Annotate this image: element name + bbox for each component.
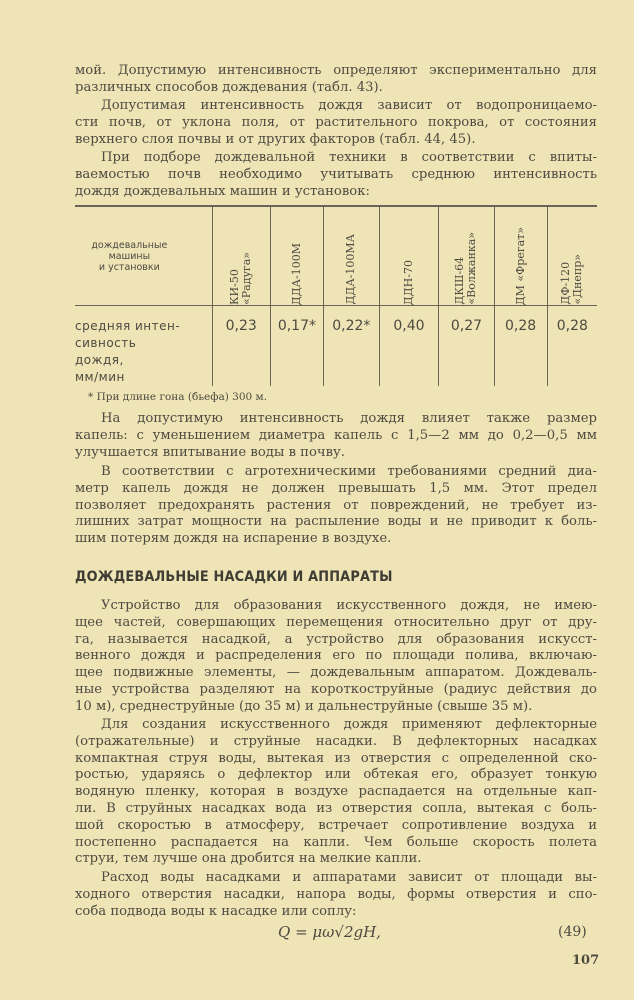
paragraph [75,598,597,716]
paragraph [75,411,597,461]
paragraph [75,717,597,868]
formula: Q = μω√2gH, [278,923,381,941]
text-line: водяную пленку, которая в воздухе распадается на отдельные кап- [75,784,597,800]
text-line: капель: с уменьшением диаметра капель с 1,5—2 мм до 0,2—0,5 мм [75,427,597,443]
text-line: позволяет предохранять растения от повреждений, не требует из- [75,497,597,513]
text-line: метр капель дождя не должен превышать 1,5 мм. Этот предел [75,480,597,496]
text-line: струи, тем лучше она дробится на мелкие капли. [75,851,422,867]
column-header: ДФ-120 «Днепр» [559,254,585,305]
column-header: КИ-50 «Радуга» [228,252,254,305]
table-cell: 0,40 [393,318,425,334]
text-line: В соответствии с агротехническими требованиями средний диа- [101,464,597,479]
text-line: Устройство для образования искусственного дождя, не имею- [101,598,597,613]
text-line: щее частей, совершающих перемещения относительно друг от дру- [75,614,597,630]
paragraph [75,63,597,97]
table-header-row [75,206,597,306]
column-header: ДДН-70 [401,259,415,305]
text-line: При подборе дождевальной техники в соответствии с впиты- [101,150,597,165]
text-line: ваемостью почв необходимо учитывать среднюю интенсивность [75,166,597,182]
text-line: соба подвода воды к насадке или соплу: [75,903,357,919]
table-cell: 0,28 [556,318,588,334]
column-header: ДМ «Фрегат» [513,226,527,305]
column-header: ДКШ-64 «Волжанка» [453,232,479,305]
paragraph [75,464,597,548]
text-line: га, называется насадкой, а устройство для образования искусст- [75,631,597,647]
text-line: компактная струя воды, вытекая из отверстия с определенной ско- [75,750,597,766]
row-label: средняя интен- сивность дождя, мм/мин [75,319,181,384]
rain-intensity-table [75,205,597,386]
text-line: лишних затрат мощности на распыление воды и не приводит к боль- [75,514,597,530]
table-cell: 0,23 [225,318,257,334]
text-line: постепенно распадается на капли. Чем больше скорость полета [75,834,597,850]
text-line: улучшается впитывание воды в почву. [75,444,346,460]
column-header: ДДА-100М [289,242,303,305]
column-header: ДДА-100МА [344,234,358,305]
text-line: На допустимую интенсивность дождя влияет также размер [101,411,597,426]
text-line: шим потерям дождя на испарение в воздухе. [75,531,392,547]
equation-number: (49) [558,924,587,940]
text-line: Расход воды насадками и аппаратами зависит от площади вы- [101,870,597,885]
text-line: 10 м), среднеструйные (до 35 м) и дальнеструйные (свыше 35 м). [75,698,533,714]
paragraph [75,150,597,200]
section-heading: ДОЖДЕВАЛЬНЫЕ НАСАДКИ И АППАРАТЫ [75,569,393,585]
text-line: ростью, ударяясь о дефлектор или обтекая его, образует тонкую [75,767,597,783]
text-line: ные устройства разделяют на короткоструйные (радиус действия до [75,681,597,697]
text-line: ходного отверстия насадки, напора воды, формы отверстия и спо- [75,886,597,902]
table-row [75,306,597,387]
text-line: сти почв, от уклона поля, от растительного покрова, от состояния [75,114,597,130]
table-cell: 0,22* [332,318,371,334]
table-cell: 0,28 [505,318,537,334]
text-line: верхнего слоя почвы и от других факторов (табл. 44, 45). [75,131,476,147]
text-line: дождя дождевальных машин и установок: [75,183,370,199]
text-line: Допустимая интенсивность дождя зависит от водопроницаемо- [101,98,597,113]
page-number: 107 [572,953,600,968]
text-line: Для создания искусственного дождя применяют дефлекторные [101,717,597,732]
table-header-label: дождевальные машины и установки [91,239,168,273]
text-line: венного дождя и распределения его по площади полива, включаю- [75,648,597,664]
text-line: щее подвижные элементы, — дождевальным аппаратом. Дождеваль- [75,665,597,681]
text-line: ли. В струйных насадках вода из отверстия сопла, вытекая с боль- [75,800,597,816]
paragraph [75,870,597,920]
table-cell: 0,27 [450,318,483,334]
table-footnote: * При длине гона (бьефа) 300 м. [88,391,268,403]
text-line: мой. Допустимую интенсивность определяют экспериментально для [75,63,597,78]
text-line: различных способов дождевания (табл. 43). [75,79,383,95]
paragraph [75,98,597,148]
table-cell: 0,17* [277,318,316,334]
text-line: (отражательные) и струйные насадки. В дефлекторных насадках [75,733,597,749]
text-line: шой скоростью в атмосферу, встречает сопротивление воздуха и [75,817,597,833]
